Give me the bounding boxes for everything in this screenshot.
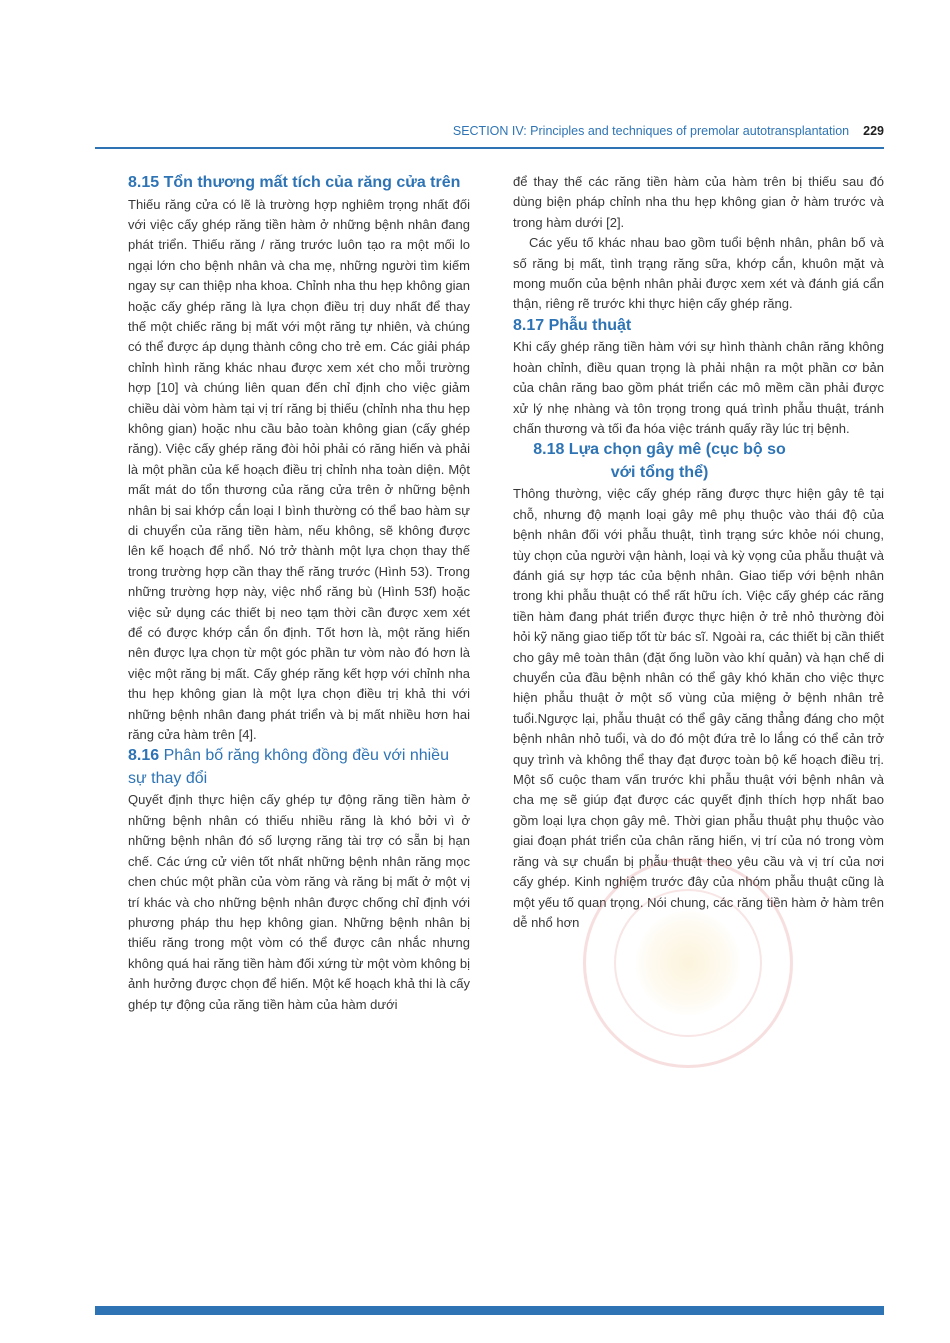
section-8-16-body: Quyết định thực hiện cấy ghép tự động răng tiền hàm ở những bệnh nhân có thiếu nhiều răng là khó bởi vì ở những bệnh nhân đó số lượng răng tài trợ có sẵn bị hạn chế. Các ứng cử viên tốt nhất những bệnh nhân răng mọc chen chúc một phần của vòm răng và răng bị mất ở một vị trí khác và cho những bệnh nhân được chống chỉ định với phương pháp thu hẹp không gian. Những bệnh nhân bị thiếu răng trong một vòm có thể được cân nhắc nhưng không quá hai răng tiền hàm đối xứng từ một vòm không bị ảnh hưởng được chọn để hiến. Một kế hoạch khả thi là cấy ghép tự động của răng tiền hàm của hàm dưới xyxy=(128,792,470,1012)
page-number: 229 xyxy=(863,124,884,138)
two-column-text xyxy=(128,172,884,1015)
left-column xyxy=(128,172,470,1015)
factors-paragraph: Các yếu tố khác nhau bao gồm tuổi bệnh nhân, phân bố và số răng bị mất, tình trạng răng sữa, khớp cắn, khuôn mặt và mong muốn của bệnh nhân phải được xem xét và đánh giá cẩn thận, riêng rẽ trước khi thực hiện cấy ghép răng. xyxy=(513,235,884,312)
section-8-16-heading-text: Phân bố răng không đồng đều với nhiều sự thay đổi xyxy=(128,747,449,787)
section-8-16-heading xyxy=(128,745,470,790)
section-8-18-heading xyxy=(513,439,884,484)
running-header xyxy=(95,122,884,140)
section-8-18-heading-line2: với tổng thể) xyxy=(610,463,709,481)
section-8-18-body: Thông thường, việc cấy ghép răng được thực hiện gây tê tại chỗ, nhưng độ mạnh loại gây mê phụ thuộc vào thái độ của bệnh nhân đối với phẫu thuật, tình trạng sức khỏe nói chung, tùy chọn của người vận hành, loại và kỳ vọng của phẫu thuật và đánh giá sự hợp tác của bệnh nhân. Giao tiếp với bệnh nhân trong khi phẫu thuật có thể rất hữu ích. Việc cấy ghép các răng tiền hàm đang phát triển được thực hiện ở trẻ nhỏ thường đòi hỏi kỹ năng giao tiếp tốt từ bác sĩ. Ngoài ra, các thiết bị cần thiết cho gây mê toàn thân (đặt ống luồn vào khí quản) và hạn chế di chuyển của đầu bệnh nhân có thể gây khó khăn cho việc thực hiện phẫu thuật ở một số vùng của miệng ở bệnh nhân trẻ tuổi.Ngược lại, phẫu thuật có thể gây căng thẳng đáng cho một bệnh nhân nhỏ tuổi, và do đó một đứa trẻ lo lắng có thể cản trở quy trình và không thể thay đạt được toàn bộ kế hoạch điều trị. Một số cuộc tham vấn trước khi phẫu thuật với bệnh nhân và cha mẹ sẽ giúp đạt được các quyết định thích hợp nhất bao gồm loại lựa chọn gây mê. Thời gian phẫu thuật phụ thuộc vào giai đoạn phát triển của chân răng hiến, vị trí của nó trong vòm răng và sự chuẩn bị phẫu thuật theo yêu cầu và vị trí của nơi cấy ghép. Kinh nghiệm trước đây của nhóm phẫu thuật cũng là một yếu tố quan trọng. Nói chung, các răng tiền hàm ở hàm trên dễ nhổ hơn xyxy=(513,486,884,930)
footer-rule xyxy=(95,1306,884,1315)
header-rule xyxy=(95,147,884,149)
section-8-16-heading-number: 8.16 xyxy=(128,747,160,765)
section-8-17-body: Khi cấy ghép răng tiền hàm với sự hình thành chân răng không hoàn chỉnh, điều quan trọng là phải nhận ra một phần cơ bản của chân răng bao gồm phát triển các mô mềm cần phải được xử lý nhẹ nhàng và tôn trọng trong quá trình phẫu thuật, tránh chấn thương và tối đa hóa việc tránh quấy rầy lúc trị bệnh. xyxy=(513,339,884,436)
section-8-17-heading: 8.17 Phẫu thuật xyxy=(513,316,632,334)
running-header-title: SECTION IV: Principles and techniques of premolar autotransplantation xyxy=(452,124,850,138)
continuation-paragraph: để thay thế các răng tiền hàm của hàm trên bị thiếu sau đó dùng biện pháp chỉnh nha thu hẹp không gian ở hàm trước và trong hàm dưới [2]. xyxy=(513,174,884,230)
section-8-15-heading: 8.15 Tổn thương mất tích của răng cửa trên xyxy=(128,174,461,191)
right-column xyxy=(513,172,884,1015)
section-8-15-body: Thiếu răng cửa có lẽ là trường hợp nghiêm trọng nhất đối với việc cấy ghép răng tiền hàm ở những bệnh nhân đang phát triển. Thiếu răng / răng trước luôn tạo ra một mối lo ngại lớn cho bệnh nhân và cha mẹ, những người tìm kiếm ngay sự can thiệp nha khoa. Chỉnh nha thu hẹp không gian hoặc cấy ghép răng là lựa chọn điều trị duy nhất để thay thế một chiếc răng bị mất với một răng tự nhiên, và chúng có thể được áp dụng thành công cho trẻ em. Các giải pháp chỉnh hình răng khác nhau được xem xét cho mỗi trường hợp [10] và chúng liên quan đến chỉ định cho việc giảm chiều dài vòm hàm tại vị trí răng bị thiếu (chỉnh nha thu hẹp không gian) hoặc nhu cầu bảo toàn không gian (cấy ghép răng). Việc cấy ghép răng đòi hỏi phải có răng hiến và phải là một phần của kế hoạch điều trị chỉnh nha toàn diện. Một mất mát do tổn thương của răng cửa trên ở những bệnh nhân bị sai khớp cắn loại I bình thường có thể bao hàm sự di chuyển của răng tiền hàm, nếu không, sẽ không được lên kế hoạch để nhổ. Nó trở thành một lựa chọn thay thế trong trường hợp cần thay thế răng trước (Hình 53). Trong những trường hợp này, việc nhổ răng bù (Hình 53f) hoặc việc sử dụng các thiết bị neo tạm thời cần được xem xét để có được khớp cắn ổn định. Tốt hơn là, một răng hiến nên được lựa chọn từ một góc phần tư vòm nào đó hơn là việc một răng bị mất. Cấy ghép răng kết hợp với chỉnh nha thu hẹp không gian là một lựa chọn điều trị khả thi với những bệnh nhân đang phát triển và bị mất nhiều hơn hai răng cửa hàm trên [4]. xyxy=(128,196,470,743)
section-8-18-heading-line1: 8.18 Lựa chọn gây mê (cục bộ so xyxy=(533,441,786,459)
